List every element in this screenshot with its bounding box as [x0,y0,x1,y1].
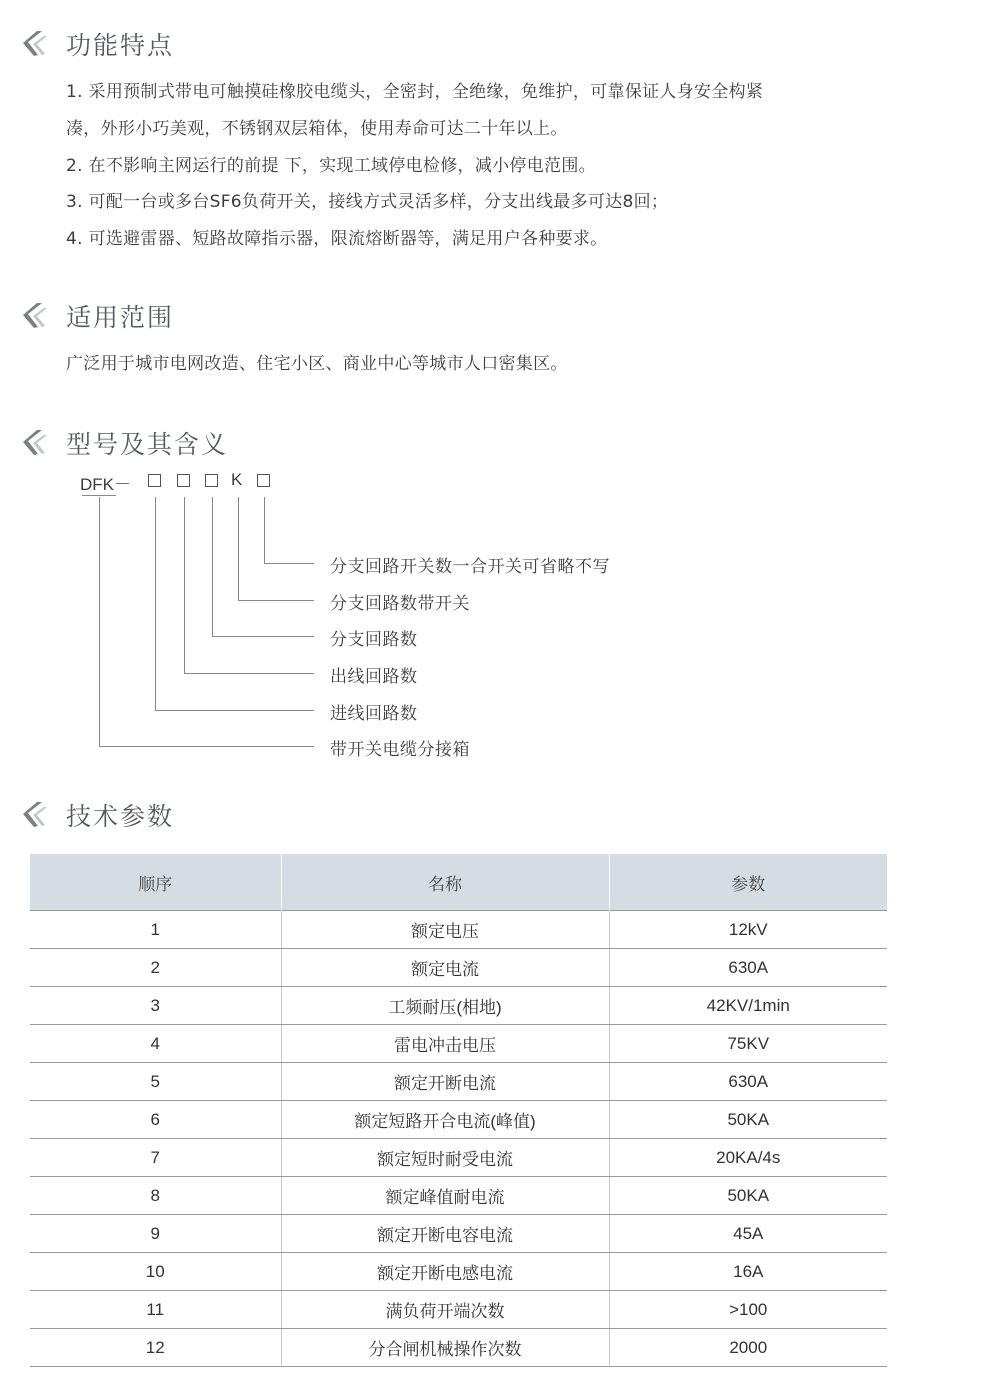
table-row [30,1139,887,1177]
connector-line [155,497,156,710]
header-cell-value: 参数 [609,854,887,911]
feature-line: 凑，外形小巧美观，不锈钢双层箱体，使用寿命可达二十年以上。 [66,119,568,139]
cell-index: 2 [30,949,281,987]
code-placeholder-box [257,474,270,487]
model-code-prefix: DFK－ [80,475,131,494]
table-row [30,1215,887,1253]
section-header-features [20,24,174,64]
table-row [30,1063,887,1101]
code-placeholder-box [177,474,190,487]
section-header-tech [20,795,174,835]
cell-index: 9 [30,1215,281,1253]
cell-index: 12 [30,1329,281,1367]
cell-name: 额定短路开合电流(峰值) [281,1101,609,1139]
connector-line [212,497,213,636]
section-title: 技术参数 [66,802,175,831]
cell-value: 630A [609,1063,887,1101]
connector-line [238,600,314,601]
cell-value: 12kV [609,911,887,949]
cell-index: 8 [30,1177,281,1215]
cell-name: 额定峰值耐电流 [281,1177,609,1215]
cell-index: 1 [30,911,281,949]
table-row [30,1253,887,1291]
code-underline [82,495,116,496]
cell-value: >100 [609,1291,887,1329]
model-meaning: 进线回路数 [330,704,418,724]
table-row [30,1025,887,1063]
chevron-left-icon [20,300,52,332]
feature-line: 2. 在不影响主网运行的前提 下，实现工域停电检修，减小停电范围。 [66,156,596,176]
cell-name: 额定电流 [281,949,609,987]
cell-index: 5 [30,1063,281,1101]
cell-name: 额定开断电容电流 [281,1215,609,1253]
connector-line [155,710,314,711]
model-meaning: 分支回路数 [330,630,418,650]
table-row [30,1329,887,1367]
cell-index: 4 [30,1025,281,1063]
connector-line [184,673,314,674]
cell-value: 50KA [609,1177,887,1215]
model-meaning: 分支回路开关数一合开关可省略不写 [330,557,610,577]
table-row [30,911,887,949]
section-header-scope [20,296,174,336]
section-title: 功能特点 [66,31,175,60]
cell-index: 10 [30,1253,281,1291]
header-cell-index: 顺序 [30,854,281,911]
parameter-table [30,854,887,1367]
table-row [30,1177,887,1215]
section-title: 适用范围 [66,303,175,332]
connector-line [264,497,265,563]
feature-line: 3. 可配一台或多台SF6负荷开关，接线方式灵活多样，分支出线最多可达8回； [66,192,669,212]
section-header-model [20,423,228,463]
feature-line: 4. 可选避雷器、短路故障指示器，限流熔断器等，满足用户各种要求。 [66,229,608,249]
cell-index: 3 [30,987,281,1025]
connector-line [184,497,185,673]
chevron-left-icon [20,28,52,60]
cell-value: 630A [609,949,887,987]
connector-line [238,497,239,600]
cell-value: 75KV [609,1025,887,1063]
cell-name: 额定开断电感电流 [281,1253,609,1291]
table-row [30,1291,887,1329]
header-cell-name: 名称 [281,854,609,911]
cell-name: 满负荷开端次数 [281,1291,609,1329]
cell-value: 50KA [609,1101,887,1139]
cell-value: 20KA/4s [609,1139,887,1177]
cell-name: 分合闸机械操作次数 [281,1329,609,1367]
scope-text: 广泛用于城市电网改造、住宅小区、商业中心等城市人口密集区。 [66,354,568,374]
feature-line: 1. 采用预制式带电可触摸硅橡胶电缆头，全密封，全绝缘，免维护，可靠保证人身安全构紧 [66,82,764,102]
cell-index: 7 [30,1139,281,1177]
connector-line [99,497,100,746]
table-row [30,949,887,987]
model-meaning: 出线回路数 [330,667,418,687]
table-row [30,987,887,1025]
cell-value: 2000 [609,1329,887,1367]
connector-line [264,563,314,564]
chevron-left-icon [20,427,52,459]
cell-index: 11 [30,1291,281,1329]
connector-line [99,746,314,747]
cell-value: 42KV/1min [609,987,887,1025]
cell-value: 16A [609,1253,887,1291]
model-meaning: 带开关电缆分接箱 [330,740,470,760]
code-placeholder-box [205,474,218,487]
cell-value: 45A [609,1215,887,1253]
cell-name: 雷电冲击电压 [281,1025,609,1063]
cell-index: 6 [30,1101,281,1139]
connector-line [212,636,314,637]
code-placeholder-box [148,474,161,487]
code-k-letter: K [231,470,243,489]
chevron-left-icon [20,799,52,831]
table-row [30,1101,887,1139]
cell-name: 额定短时耐受电流 [281,1139,609,1177]
model-meaning: 分支回路数带开关 [330,594,470,614]
section-title: 型号及其含义 [66,430,229,459]
table-header-row [30,854,887,911]
cell-name: 额定电压 [281,911,609,949]
cell-name: 额定开断电流 [281,1063,609,1101]
cell-name: 工频耐压(相地) [281,987,609,1025]
